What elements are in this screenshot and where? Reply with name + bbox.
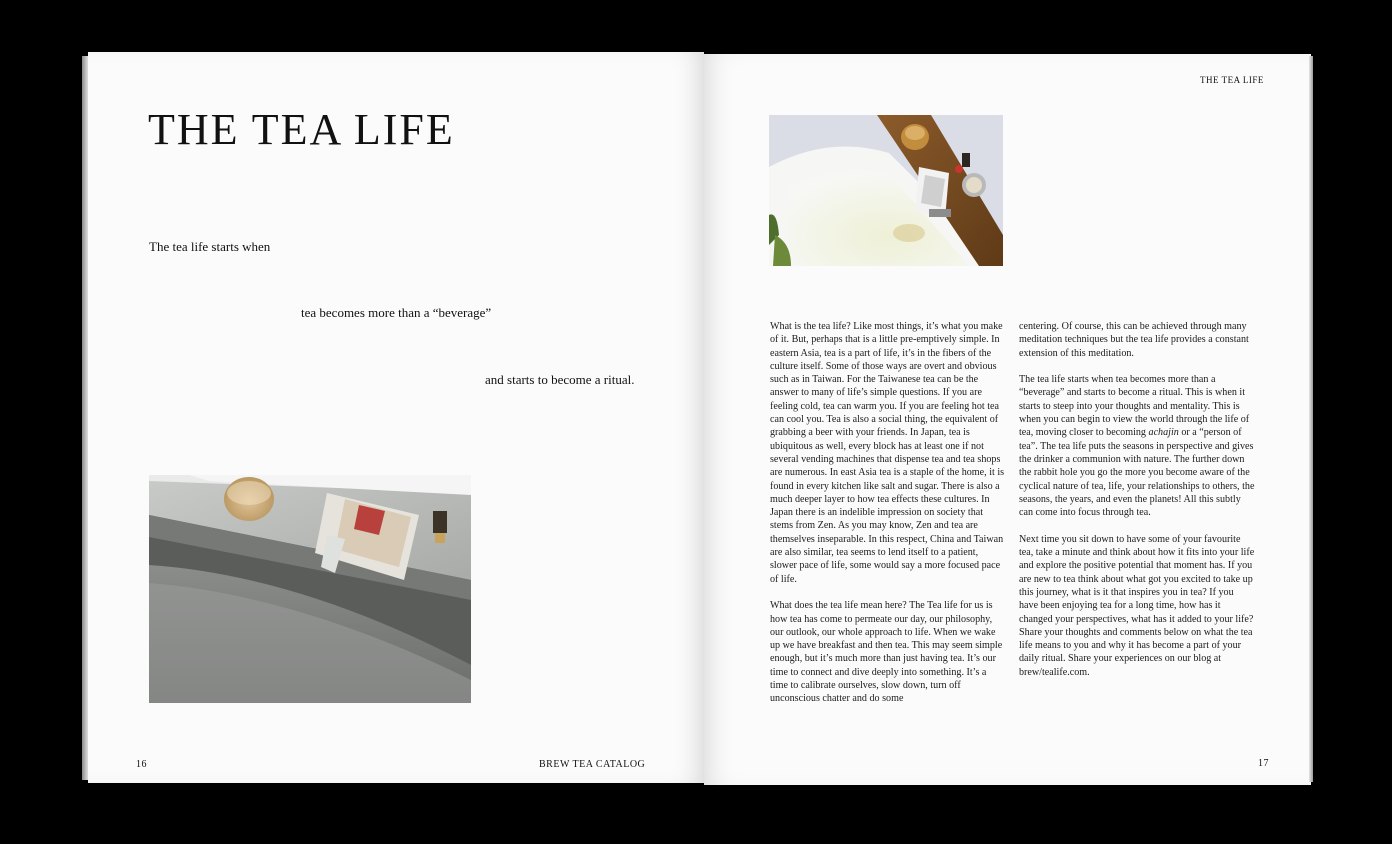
right-page <box>704 54 1311 785</box>
article-paragraph: Next time you sit down to have some of your favourite tea, take a minute and think about how it fits into your life and explore the positive potential that moment has. If you are new to tea think about what got you excited to take up this journey, what is it that inspires you in tea? If you have been enjoying tea for a long time, how has it changed your perspectives, what has it added to your life? Share your thoughts and comments below on what the tea life means to you and why it has become a part of your daily ritual. Share your experiences on our blog at brew/tealife.com. <box>1019 533 1255 678</box>
catalog-footer: BREW TEA CATALOG <box>539 759 646 770</box>
article-column-1 <box>770 320 1006 719</box>
italic-term: achajin <box>1148 427 1179 439</box>
article-paragraph: centering. Of course, this can be achieved through many meditation techniques but the tea life provides a constant extension of this meditation. <box>1019 321 1249 359</box>
page-title: THE TEA LIFE <box>148 105 455 154</box>
right-page-edge <box>1309 56 1313 782</box>
article-paragraph: What does the tea life mean here? The Tea life for us is how tea has come to permeate our day, our philosophy, our outlook, our whole approach to life. When we wake up we have breakfast and then tea. This may seem simple enough, but it’s much more than just having tea. It’s our time to connect and dive deeply into something. It’s a time to calibrate ourselves, slow down, turn off unconscious chatter and do some <box>770 600 1003 705</box>
left-page <box>88 52 704 783</box>
running-head: THE TEA LIFE <box>1200 75 1264 85</box>
pull-quote-line-2: tea becomes more than a “beverage” <box>301 305 492 320</box>
pull-quote-line-1: The tea life starts when <box>149 239 271 254</box>
pull-quote-line-3: and starts to become a ritual. <box>485 372 635 387</box>
page-number-right: 17 <box>1258 758 1269 769</box>
paragraph-text: or a “person of tea”. The tea life puts the seasons in perspective and gives the drinker a communion with nature. The further down the rabbit hole you go the more you become aware of the cyclical nature of tea, life, your relationships to others, the seasons, the years, and even the planets! All this subtly can come into focus through tea. <box>1019 427 1255 519</box>
article-paragraph <box>1019 373 1255 519</box>
article-paragraph: What is the tea life? Like most things, it’s what you make of it. But, perhaps that is a little pre-emptively simple. In eastern Asia, tea is a part of life, it’s in the fibers of the culture itself. Some of those ways are overt and obvious such as in Taiwan. For the Taiwanese tea can be the answer to many of life’s simple questions. If you are feeling cold, tea can warm you. If you are feeling hot tea can cool you. Tea is also a social thing, the equivalent of grabbing a beer with your friends. In Japan, tea is ubiquitous as well, every block has at least one if not several vending machines that dispense tea and tea shops are numerous. In east Asia tea is a staple of the home, it is found in every kitchen like salt and sugar. There is also a much deeper layer to how tea effects these cultures. In Japan there is an indelible impression on society that stems from Zen. As you may know, Zen and tea are themselves inseparable. In this respect, China and Taiwan are also similar, tea seems to lend itself to a patient, slower pace of life, some would say a more focused pace of life. <box>770 321 1005 585</box>
page-number-left: 16 <box>136 759 147 770</box>
bath-caddy-photo <box>769 115 1003 266</box>
article-column-2 <box>1019 320 1255 692</box>
paragraph-text: The tea life starts when tea becomes more than a “beverage” and starts to become a ritual. This is when it starts to steep into your thoughts and mentality. This is when you can begin to view the world through the life of tea, moving closer to becoming <box>1019 374 1250 439</box>
bath-windowsill-photo <box>149 475 471 703</box>
